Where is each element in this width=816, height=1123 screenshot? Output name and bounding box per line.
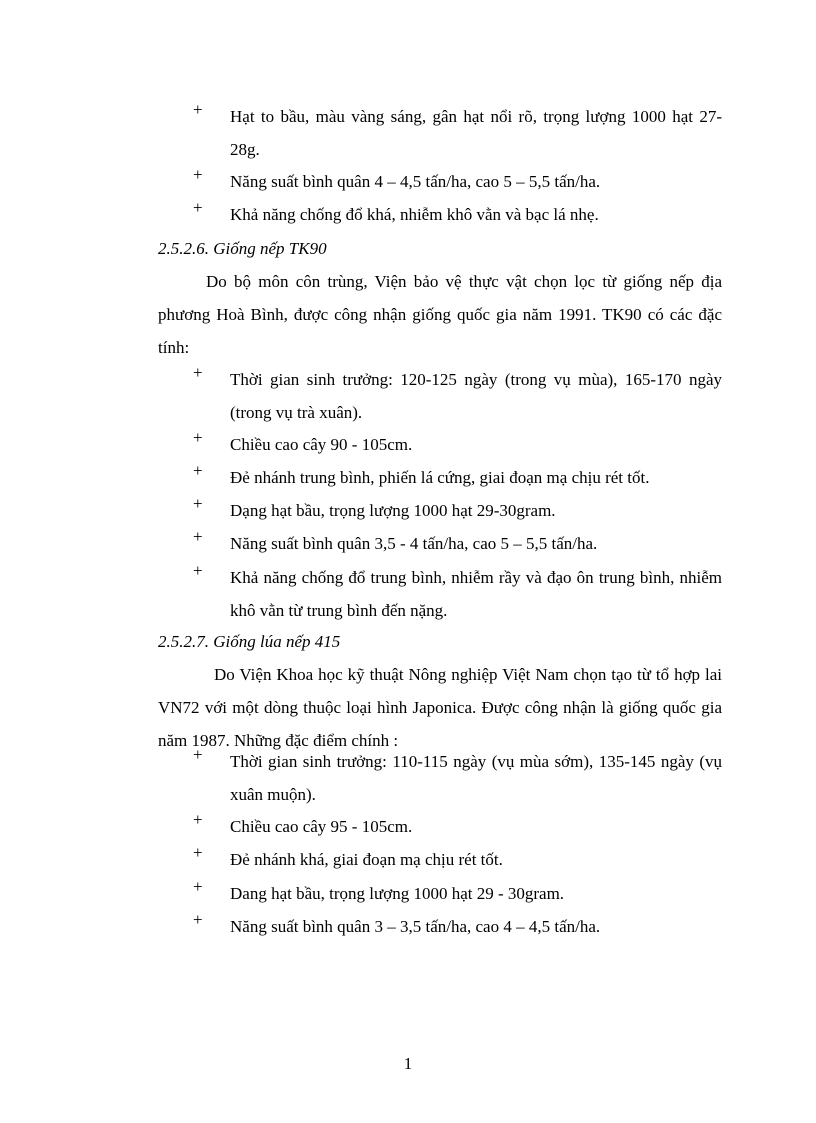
list-item: Chiều cao cây 95 - 105cm. [230, 817, 413, 836]
list-item: Năng suất bình quân 3,5 - 4 tấn/ha, cao 5 – 5,5 tấn/ha. [230, 534, 598, 553]
list-item: Dạng hạt bầu, trọng lượng 1000 hạt 29-30gram. [230, 501, 556, 520]
bullet-marker: + [193, 745, 203, 764]
bullet-marker: + [193, 527, 203, 546]
bullet-marker: + [193, 494, 203, 513]
list-item: Thời gian sinh trưởng: 120-125 ngày (trong vụ mùa), 165-170 ngày (trong vụ trà xuân). [230, 370, 722, 422]
list-item: Năng suất bình quân 4 – 4,5 tấn/ha, cao 5 – 5,5 tấn/ha. [230, 172, 601, 191]
bullet-marker: + [193, 165, 203, 184]
bullet-marker: + [193, 461, 203, 480]
bullet-marker: + [193, 810, 203, 829]
bullet-marker: + [193, 363, 203, 382]
list-item: Dang hạt bầu, trọng lượng 1000 hạt 29 - 30gram. [230, 884, 565, 903]
list-item: Khả năng chống đổ trung bình, nhiễm rầy và đạo ôn trung bình, nhiễm khô vằn từ trung bình đến nặng. [230, 568, 722, 620]
list-item: Đẻ nhánh trung bình, phiến lá cứng, giai đoạn mạ chịu rét tốt. [230, 468, 650, 487]
list-item: Đẻ nhánh khá, giai đoạn mạ chịu rét tốt. [230, 850, 503, 869]
page-number: 1 [403, 1054, 413, 1073]
section-heading: 2.5.2.6. Giống nếp TK90 [158, 239, 327, 258]
list-item: Hạt to bầu, màu vàng sáng, gân hạt nổi rõ, trọng lượng 1000 hạt 27-28g. [230, 107, 722, 159]
list-item: Năng suất bình quân 3 – 3,5 tấn/ha, cao 4 – 4,5 tấn/ha. [230, 917, 601, 936]
section-heading: 2.5.2.7. Giống lúa nếp 415 [158, 632, 341, 651]
list-item: Thời gian sinh trưởng: 110-115 ngày (vụ mùa sớm), 135-145 ngày (vụ xuân muộn). [230, 752, 722, 804]
list-item: Chiều cao cây 90 - 105cm. [230, 435, 413, 454]
bullet-marker: + [193, 561, 203, 580]
paragraph: Do bộ môn côn trùng, Viện bảo vệ thực vật chọn lọc từ giống nếp địa phương Hoà Bình, được công nhận giống quốc gia năm 1991. TK90 có các đặc tính: [158, 272, 722, 357]
bullet-marker: + [193, 910, 203, 929]
bullet-marker: + [193, 877, 203, 896]
bullet-marker: + [193, 198, 203, 217]
bullet-marker: + [193, 100, 203, 119]
list-item: Khả năng chống đổ khá, nhiễm khô vằn và bạc lá nhẹ. [230, 205, 599, 224]
paragraph: Do Viện Khoa học kỹ thuật Nông nghiệp Việt Nam chọn tạo từ tổ hợp lai VN72 với một dòng thuộc loại hình Japonica. Được công nhận là giống quốc gia năm 1987. Những đặc điểm chính : [158, 665, 722, 750]
bullet-marker: + [193, 843, 203, 862]
bullet-marker: + [193, 428, 203, 447]
